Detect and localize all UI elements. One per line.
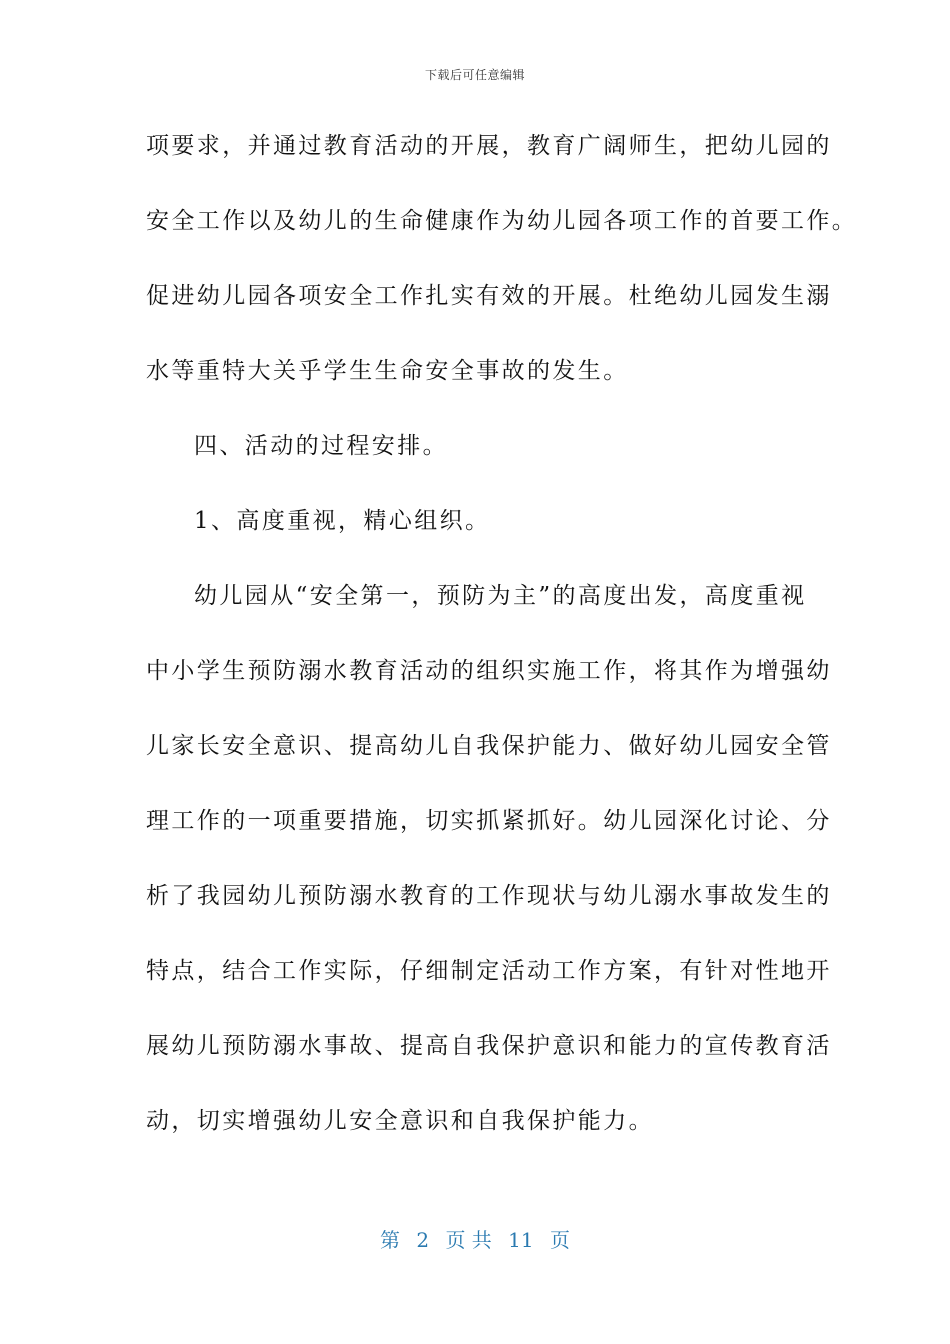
text-line: 水等重特大关乎学生生命安全事故的发生。 — [146, 358, 629, 384]
total-page-count: 11 — [508, 1228, 534, 1252]
footer-suffix: 页 — [549, 1228, 570, 1252]
text-line: 析了我园幼儿预防溺水教育的工作现状与幼儿溺水事故发生的 — [146, 883, 832, 909]
section-heading: 四、活动的过程安排。 — [194, 433, 448, 459]
text-line: 动，切实增强幼儿安全意识和自我保护能力。 — [146, 1108, 654, 1134]
footer-middle: 页 共 — [445, 1228, 492, 1252]
paragraph-start-line: 幼儿园从“安全第一，预防为主”的高度出发，高度重视 — [194, 583, 807, 609]
current-page-number: 2 — [416, 1228, 430, 1252]
text-line: 特点，结合工作实际，仔细制定活动工作方案，有针对性地开 — [146, 958, 832, 984]
text-line: 理工作的一项重要措施，切实抓紧抓好。幼儿园深化讨论、分 — [146, 808, 832, 834]
text-line: 促进幼儿园各项安全工作扎实有效的开展。杜绝幼儿园发生溺 — [146, 283, 832, 309]
document-body — [146, 128, 858, 1178]
text-line: 展幼儿预防溺水事故、提高自我保护意识和能力的宣传教育活 — [146, 1033, 832, 1059]
page-footer — [0, 1224, 950, 1253]
page-header: 下载后可任意编辑 — [424, 68, 525, 82]
text-line: 项要求，并通过教育活动的开展，教育广阔师生，把幼儿园的 — [146, 133, 832, 159]
footer-prefix: 第 — [380, 1228, 400, 1252]
subsection-heading: 1、高度重视，精心组织。 — [194, 508, 491, 534]
text-line: 儿家长安全意识、提高幼儿自我保护能力、做好幼儿园安全管 — [146, 733, 832, 759]
text-line: 中小学生预防溺水教育活动的组织实施工作，将其作为增强幼 — [146, 658, 832, 684]
text-line: 安全工作以及幼儿的生命健康作为幼儿园各项工作的首要工作。 — [146, 208, 858, 234]
